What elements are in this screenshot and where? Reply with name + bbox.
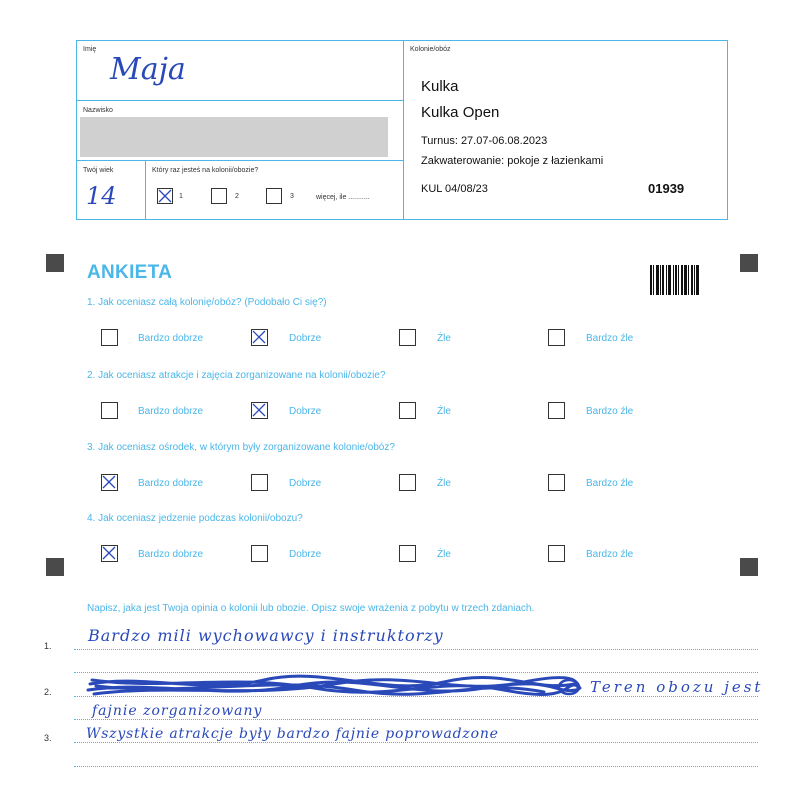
rating-checkbox[interactable] xyxy=(399,402,416,419)
rating-option-label: Bardzo dobrze xyxy=(138,333,204,344)
surname-redaction xyxy=(80,117,388,157)
rating-checkbox[interactable] xyxy=(101,329,118,346)
visit-2-label: 2 xyxy=(235,193,239,200)
check-mark-icon xyxy=(251,329,267,345)
rating-option-label: Bardzo źle xyxy=(586,478,634,489)
rating-checkbox[interactable] xyxy=(101,402,118,419)
rating-option-label: Bardzo dobrze xyxy=(138,406,204,417)
rating-option-label: Bardzo dobrze xyxy=(138,478,204,489)
question-text: 1. Jak oceniasz całą kolonię/obóz? (Podobało Ci się?) xyxy=(87,297,327,308)
rating-checkbox[interactable] xyxy=(101,474,118,491)
question-text: 2. Jak oceniasz atrakcje i zajęcia zorganizowane na kolonii/obozie? xyxy=(87,370,386,381)
registration-mark xyxy=(46,254,64,272)
rating-option-label: Dobrze xyxy=(289,406,322,417)
registration-mark xyxy=(46,558,64,576)
rating-checkbox[interactable] xyxy=(101,545,118,562)
header-row-divider-1 xyxy=(76,100,403,101)
writing-line xyxy=(74,742,758,743)
form-number: 01939 xyxy=(648,181,685,196)
wiek-value[interactable]: 14 xyxy=(86,182,117,210)
rating-checkbox[interactable] xyxy=(399,329,416,346)
registration-mark xyxy=(740,254,758,272)
ktory-raz-label: Który raz jesteś na kolonii/obozie? xyxy=(152,167,259,174)
rating-option-label: Bardzo dobrze xyxy=(138,549,204,560)
rating-option-label: Źle xyxy=(437,333,451,344)
opinion-prompt: Napisz, jaka jest Twoja opinia o kolonii lub obozie. Opisz swoje wrażenia z pobytu w trzech zdaniach. xyxy=(87,603,535,614)
rating-checkbox[interactable] xyxy=(399,474,416,491)
visit-3-label: 3 xyxy=(290,193,294,200)
registration-mark xyxy=(740,558,758,576)
opinion-line-2[interactable]: Teren obozu jest xyxy=(590,678,764,696)
imie-value[interactable]: Maja xyxy=(110,52,186,87)
line-number: 1. xyxy=(44,641,52,651)
rating-option-label: Źle xyxy=(437,478,451,489)
zakwaterowanie: Zakwaterowanie: pokoje z łazienkami xyxy=(421,155,604,167)
wiek-label: Twój wiek xyxy=(83,167,114,174)
check-mark-icon xyxy=(251,402,267,418)
survey-title: ANKIETA xyxy=(87,262,173,283)
rating-checkbox[interactable] xyxy=(548,474,565,491)
check-mark-icon xyxy=(101,545,117,561)
nazwisko-label: Nazwisko xyxy=(83,107,113,114)
visit-2-checkbox[interactable] xyxy=(211,188,227,204)
rating-checkbox[interactable] xyxy=(399,545,416,562)
line-number: 3. xyxy=(44,733,52,743)
rating-option-label: Bardzo źle xyxy=(586,549,634,560)
visit-1-label: 1 xyxy=(179,193,183,200)
rating-option-label: Dobrze xyxy=(289,549,322,560)
line-number: 2. xyxy=(44,687,52,697)
rating-checkbox[interactable] xyxy=(548,402,565,419)
rating-option-label: Źle xyxy=(437,406,451,417)
rating-checkbox[interactable] xyxy=(548,329,565,346)
kolonia-program: Kulka Open xyxy=(421,104,500,121)
question-text: 4. Jak oceniasz jedzenie podczas kolonii/obozu? xyxy=(87,513,303,524)
visit-3-checkbox[interactable] xyxy=(266,188,282,204)
writing-line xyxy=(74,719,758,720)
header-row-divider-2 xyxy=(76,160,403,161)
header-divider xyxy=(403,40,404,220)
visit-more-label: więcej, ile ........... xyxy=(316,194,370,201)
rating-option-label: Bardzo źle xyxy=(586,406,634,417)
imie-label: Imię xyxy=(83,46,97,53)
kod: KUL 04/08/23 xyxy=(421,183,488,195)
writing-line xyxy=(74,649,758,650)
rating-checkbox[interactable] xyxy=(548,545,565,562)
opinion-line-1[interactable]: Bardzo mili wychowawcy i instruktorzy xyxy=(88,626,444,645)
opinion-line-3[interactable]: Wszystkie atrakcje były bardzo fajnie poprowadzone xyxy=(86,726,499,742)
kolonie-label: Kolonie/obóz xyxy=(410,46,451,53)
rating-checkbox[interactable] xyxy=(251,402,268,419)
age-divider xyxy=(145,160,146,220)
rating-checkbox[interactable] xyxy=(251,329,268,346)
barcode xyxy=(650,265,702,295)
question-text: 3. Jak oceniasz ośrodek, w którym były zorganizowane kolonie/obóz? xyxy=(87,442,395,453)
scribble-icon xyxy=(84,672,584,700)
rating-option-label: Dobrze xyxy=(289,478,322,489)
opinion-line-2b[interactable]: fajnie zorganizowany xyxy=(92,703,263,719)
rating-option-label: Bardzo źle xyxy=(586,333,634,344)
check-mark-icon xyxy=(101,474,117,490)
rating-checkbox[interactable] xyxy=(251,545,268,562)
kolonia-name: Kulka xyxy=(421,78,459,95)
turnus: Turnus: 27.07-06.08.2023 xyxy=(421,135,548,147)
visit-1-checkbox[interactable] xyxy=(157,188,173,204)
writing-line xyxy=(74,766,758,767)
check-mark-icon xyxy=(158,189,172,203)
rating-option-label: Źle xyxy=(437,549,451,560)
rating-option-label: Dobrze xyxy=(289,333,322,344)
rating-checkbox[interactable] xyxy=(251,474,268,491)
